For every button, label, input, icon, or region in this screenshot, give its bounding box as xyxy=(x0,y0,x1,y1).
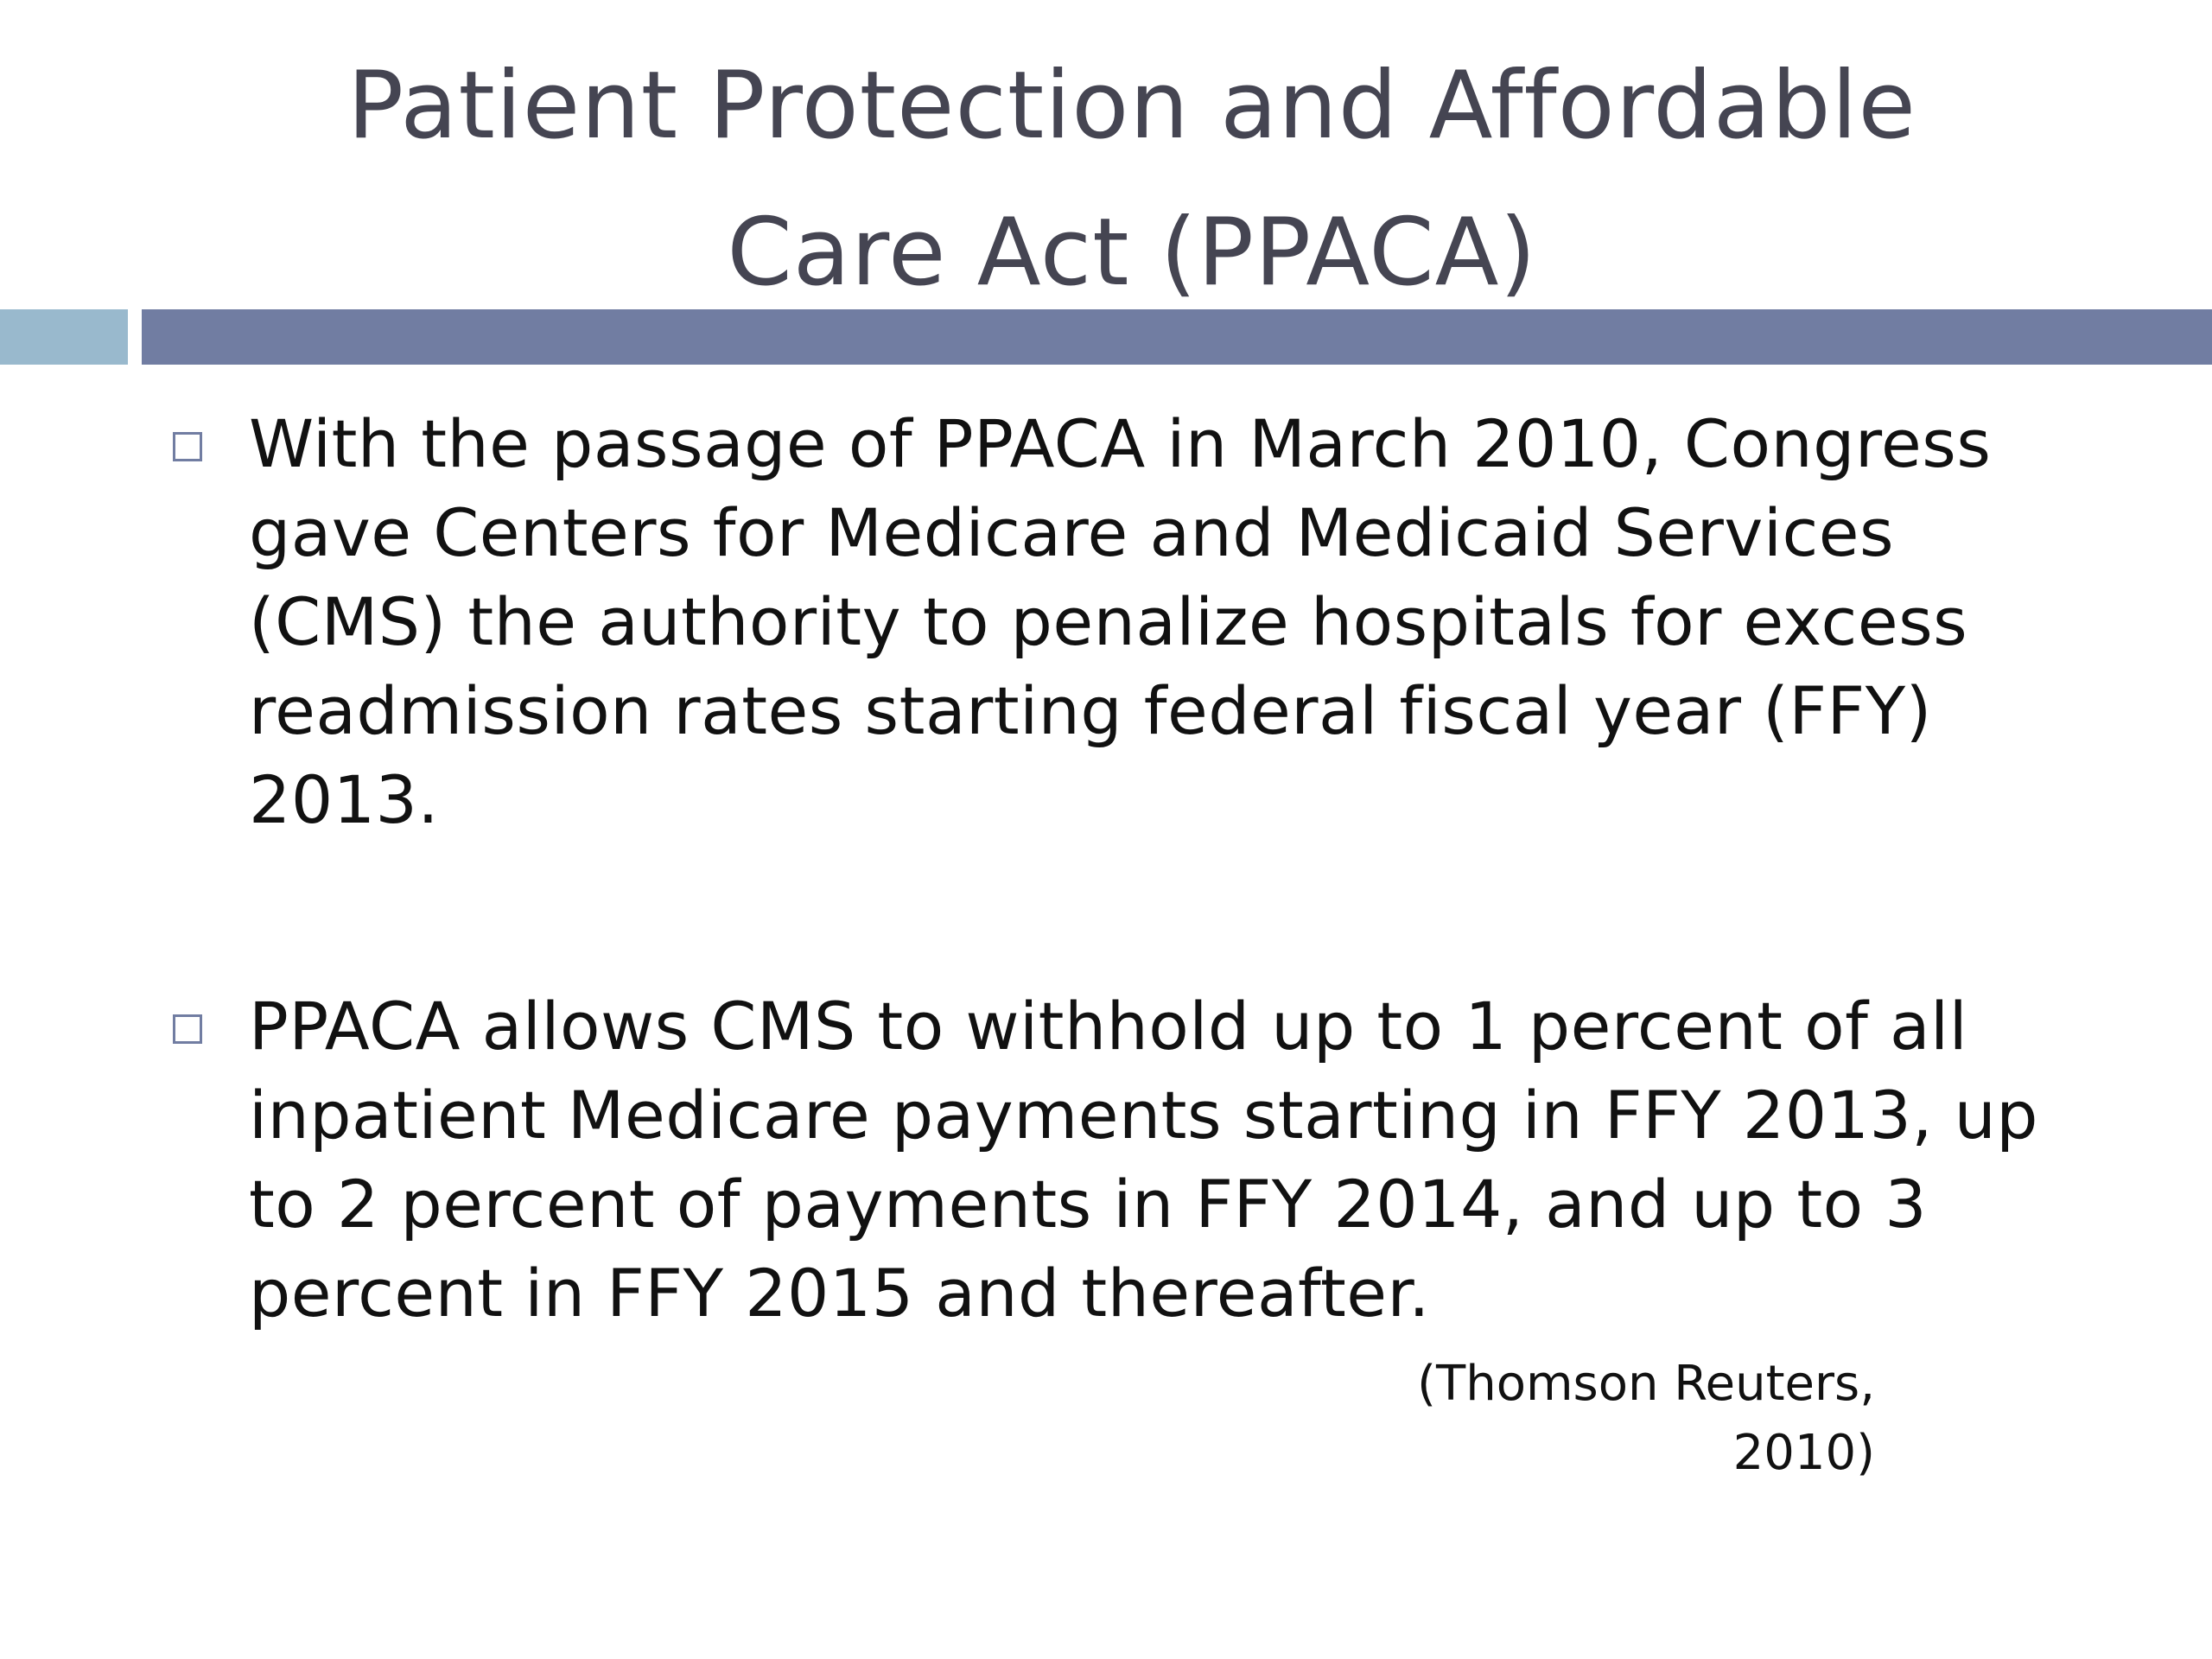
hollow-square-bullet-icon xyxy=(173,432,202,461)
citation: (Thomson Reuters, 2010) xyxy=(1417,1356,1875,1481)
slide-title-line-1: Patient Protection and Affordable xyxy=(346,52,1916,160)
hollow-square-bullet-icon xyxy=(173,1014,202,1044)
title-divider-bar xyxy=(142,309,2212,365)
slide-title xyxy=(181,33,2082,327)
bullet-text: PPACA allows CMS to withhold up to 1 percent of all inpatient Medicare payments starting in FFY 2013, up to 2 percent of payments in FFY 2014, and up to 3 percent in FFY 2015 and thereafter. xyxy=(249,988,2039,1332)
slide-title-line-2: Care Act (PPACA) xyxy=(727,199,1537,307)
bullet-text: With the passage of PPACA in March 2010, Congress gave Centers for Medicare and Medicaid Services (CMS) the authority to penalize hospitals for excess readmission rates starting federal fiscal year (FFY) 2013. xyxy=(249,405,1992,838)
title-accent-bar xyxy=(0,309,128,365)
